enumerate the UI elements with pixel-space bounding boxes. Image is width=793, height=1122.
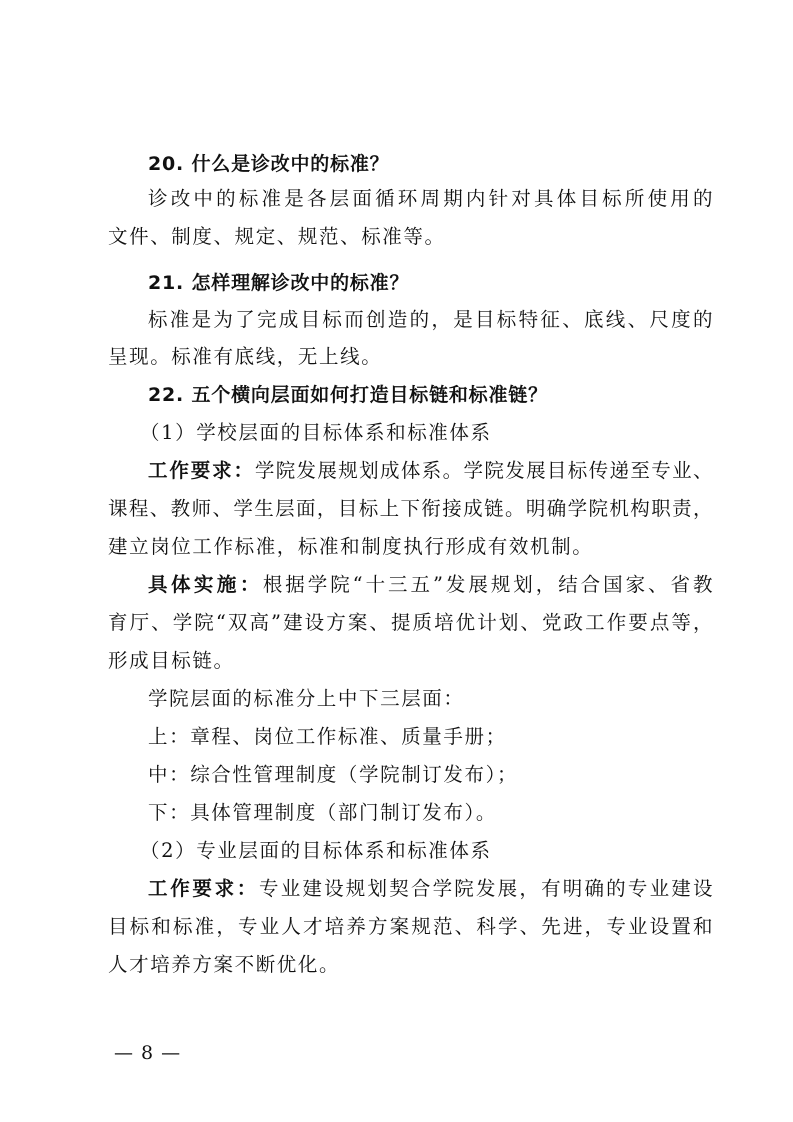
implementation-label: 具体实施： <box>148 573 263 596</box>
work-requirement-line <box>108 872 713 906</box>
implementation-line <box>108 568 713 602</box>
work-requirement-label: 工作要求： <box>148 877 259 900</box>
work-requirement-text: 专业建设规划契合学院发展，有明确的专业建设 <box>259 877 713 900</box>
work-requirement-text: 学院发展规划成体系。学院发展目标传递至专业、 <box>254 459 713 482</box>
paragraph-line: 课程、教师、学生层面，目标上下衔接成链。明确学院机构职责， <box>108 497 713 520</box>
work-requirement-label: 工作要求： <box>148 459 255 482</box>
paragraph-line: 建立岗位工作标准，标准和制度执行形成有效机制。 <box>108 535 594 558</box>
section-heading-22: 22. 五个横向层面如何打造目标链和标准链？ <box>148 384 548 406</box>
work-requirement-line <box>108 454 713 488</box>
section-heading-21: 21. 怎样理解诊改中的标准？ <box>148 272 410 294</box>
paragraph-line: 文件、制度、规定、规范、标准等。 <box>108 225 446 248</box>
paragraph-line: 呈现。标准有底线，无上线。 <box>108 345 383 368</box>
standards-item: 上：章程、岗位工作标准、质量手册； <box>148 725 507 748</box>
paragraph-line: 育厅、学院“双高”建设方案、提质培优计划、党政工作要点等， <box>108 611 713 634</box>
standards-intro: 学院层面的标准分上中下三层面： <box>148 687 465 710</box>
page-number: — 8 — <box>114 1042 182 1064</box>
standards-item: 下：具体管理制度（部门制订发布）。 <box>148 801 497 824</box>
subheading-school-level: （1）学校层面的目标体系和标准体系 <box>140 421 492 444</box>
paragraph-line: 诊改中的标准是各层面循环周期内针对具体目标所使用的 <box>148 187 713 210</box>
paragraph-line: 形成目标链。 <box>108 649 235 672</box>
implementation-text: 根据学院“十三五”发展规划，结合国家、省教 <box>262 573 713 596</box>
paragraph-line: 标准是为了完成目标而创造的，是目标特征、底线、尺度的 <box>148 308 713 331</box>
paragraph-line: 目标和标准，专业人才培养方案规范、科学、先进，专业设置和 <box>108 915 713 938</box>
standards-item: 中：综合性管理制度（学院制订发布）； <box>148 763 519 786</box>
section-heading-20: 20. 什么是诊改中的标准？ <box>148 153 390 175</box>
subheading-major-level: （2）专业层面的目标体系和标准体系 <box>140 839 492 862</box>
paragraph-line: 人才培养方案不断优化。 <box>108 953 341 976</box>
